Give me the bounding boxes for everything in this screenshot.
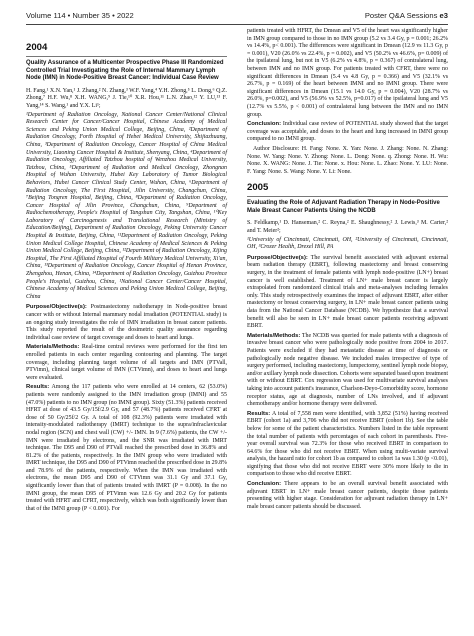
section-label: Purpose/Objective(s): (26, 304, 87, 311)
conclusion-section (247, 121, 448, 144)
section-text: Among the 117 patients who were enrolled at 14 centers, 62 (53.0%) patients were randomly assigned to the IMN irradiation group (IMNI) and 55 (47.0%) patients to no IMN group (no IMNI group). Sixty (51.3%) patients received HFRT at dose of 43.5 Gy/15f/2.9 Gy, and 57 (48.7%) patients received CFRT at dose of 50 Gy/25f/2 Gy. A total of 108 (92.3%) patients were irradiated with intensity-modulated radiotherapy (IMRT) technique to the supra/infraclavicular nodal region (SCN) and chest wall (CW) +/- IMN. In 9 (7.6%) patients, the CW +/-IMN were irradiated by electrons, and the SNR was irradiated with IMRT technique. The D95 and D90 of PTVall reached the prescribed dose in 36.8% and 81.2% of the patients, respectively. In the IMN group who were irradiated with IMRT technique, the D95 and D90 of PTVimn reached the prescribed dose in 29.8% and 78.9% of the patients, respectively. When the IMN was irradiated with electrons, the mean D95 and D90 of CTVimn was 31.1 Gy and 37.1 Gy, significantly lower than that of patients treated with IMRT (P = 0.008). In the no IMNI group, the mean D95 of PTVimn was 12.6 Gy and 20.2 Gy for patients treated with HFRT and CFRT, respectively, which was both significantly lower than that of the IMNI group (P < 0.001). For (26, 384, 227, 512)
results-section (26, 384, 227, 513)
abstract-divider (26, 56, 227, 57)
section-text: The NCDB was queried for male patients with a diagnosis of invasive breast cancer who were pathologically node positive from 2004 to 2017. Patients were excluded if they had metastatic disease at time of diagnosis or pathologically node negative disease. We included males irrespective of type of surgery performed, including mastectomy, lumpectomy, sentinel lymph node biopsy, and/or axillary lymph node dissection. Cohorts were separated based upon treatment with or without EBRT. Cox regression was used for multivariate survival analyses taking into account patient's insurance, Charlson-Deyo-Comorbidity score, hormone receptor status, age at diagnosis, number of LNs involved, and if adjuvant chemotherapy and/or hormone therapy were delivered. (247, 332, 448, 408)
section-label: Materials/Methods: (26, 344, 80, 351)
header-rule (26, 24, 448, 25)
author-disclosure: Author Disclosure: H. Fang: None. X. Yan: None. J. Zhang: None. N. Zhang: None. W. Yang: None. Y. Zhong: None. L. Dong: None. q. Zhong: None. H. Wu: None. X. WANG: None. J. Tie: None. x. Hou: None. L. Zhao: None. Y. LU: None. F. Yang: None. S. Wang: None. Y. Li: None. (247, 145, 448, 175)
results-section (247, 411, 448, 479)
section-text: Real-time central reviews were performed for the first ten enrolled patients in each center regarding contouring and planning. The target coverage, including planning target volume of all targets and IMN (PTVall, PTVimn), clinical target volume of IMN (CTVimn), and doses to heart and lungs were evaluated. (26, 344, 227, 381)
author-list: H. Fang,¹ X.N. Yan,¹ J. Zhang,² N. Zhang,³ W.F. Yang,⁴ Y.H. Zhong,⁵ L. Dong,⁶ Q.Z. Zhong,⁷ H.F. Wu,⁸ X.H. WANG,⁹ J. Tie,¹⁰ X.R. Hou,¹¹ L.N. Zhao,¹² Y. LU,¹³ F. Yang,¹⁴ S. Wang,¹ and Y.X. Li¹; (26, 87, 227, 109)
page-number: e3 (439, 11, 448, 20)
abstract-title: Quality Assurance of a Multicenter Prospective Phase III Randomized Controlled Trial Investigating the Role of Internal Mammary Lymph Node (IMN) in Node-Positive Breast Cancer: Individual Case Review (26, 60, 224, 82)
section-label: Materials/Methods: (247, 332, 301, 339)
section-label: Conclusion: (247, 121, 282, 128)
section-name: Poster Q&A Sessions (364, 11, 438, 20)
methods-section (247, 333, 448, 409)
section-text: There appears to be an overall survival benefit associated with adjuvant EBRT in LN+ male breast cancer patients, despite those patients presenting with higher stage. Consideration for adjuvant radiation therapy in LN+ male breast cancer patients should be discussed. (247, 481, 448, 510)
left-column (26, 28, 227, 515)
abstract-divider (247, 196, 448, 197)
purpose-section (26, 304, 227, 342)
running-header (26, 9, 448, 23)
abstract-number: 2005 (247, 182, 269, 194)
journal-volume: Volume 114 • Number 35 • 2022 (26, 11, 134, 20)
section-text: A total of 7,558 men were identified, with 3,852 (51%) having received EBRT (cohort 1a) and 3,706 who did not receive EBRT (cohort 1b). See the table below for some of the patient characteristics. Numbers listed in the table represent the total number of patients with percentages of each cohort in parenthesis. Five-year overall survival was 72.3% for those who received EBRT in comparison to 64.6% for those who did not receive EBRT. When using multi-variate survival analysis, the hazard ratio for cohort 1b as compared to cohort 1a was 1.30 (p <0.01), signifying that those who did not receive EBRT were 30% more likely to die in comparison to those who did receive EBRT. (247, 410, 449, 478)
section-label: Conclusion: (247, 481, 282, 488)
section-label: Results: (247, 410, 271, 417)
affiliations: ¹Department of Radiation Oncology, National Cancer Center/National Clinical Research Center for Cancer/Cancer Hospital, Chinese Academy of Medical Sciences and Peking Union Medical College, Beijing, China, ²Department of Radiation Oncology, Forth Hospital of Hebei Medical University, Shijiazhuang, China, ³Department of Radiation Oncology, Cancer Hospital of China Medical University, Liaoning Cancer Hospital & Institute, Shenyang, China, ⁴Department of Radiation Oncology, Affiliated Taizhou hospital of Wenzhou Medical University, Taizhou, China, ⁵Department of Radiation and Medical Oncology, Zhongnan Hospital of Wuhan University, Hubei Key Laboratory of Tumor Biological Behaviors, Hubei Cancer Clinical Study Center, Wuhan, China, ⁶Department of Radiation Oncology, The First Hospital, Jilin University, Changchun, China, ⁷Beijing Tongren Hospital, Beijing, China, ⁸Department of Radiation Oncology, Cancer Hospital of Jilin Province, Changchun, China, ⁹Department of Radiochemotherapy, People's Hospital of Tangshan City, Tangshan, China, ¹⁰Key Laboratory of Carcinogenesis and Translational Research (Ministry of Education/Beijing), Department of Radiation Oncology, Peking University Cancer Hospital & Institute, Beijing, China, ¹¹Department of Radiation Oncology, Peking Union Medical College Hospital, Chinese Academy of Medical Sciences & Peking Union Medical College, Beijing, China, ¹²Department of Radiation Oncology, Xijing Hospital, The First Affiliated Hospital of Fourth Military Medical University, Xi'an, China, ¹³Department of Radiation Oncology, Cancer Hospital of Henan Province, Zhengzhou, Henan, China, ¹⁴Department of Radiation Oncology, Guizhou Province People's Hospital, Guizhou, China, ¹National Cancer Center/Cancer Hospital, Chinese Academy of Medical Sciences and Peking Union Medical College, Beijing, China (26, 111, 227, 300)
right-column (247, 28, 448, 513)
methods-section (26, 344, 227, 382)
author-list: S. Feldkamp,¹ D. Hanseman,² C. Reyna,² E. Shaughnessy,² J. Lewis,³ M. Carter,² and T. Meier²; (247, 220, 448, 235)
conclusion-section (247, 481, 448, 511)
abstract-number: 2004 (26, 42, 48, 53)
section-label: Purpose/Objective(s): (247, 254, 308, 261)
section-text: Individual case review of POTENTIAL study showed that the target coverage was acceptable, and doses to the heart and lung increased in IMNI group compared to no IMNI group. (247, 121, 448, 143)
section-text: Postmastectomy radiotherapy in Node-positive breast cancer with or without Internal mammary nodal irradiation (POTENTIAL study) is an ongoing study investigates the role of IMN irradiation in breast cancer patients. This study reported the result of the dosimetric quality assurance regarding individual case review of target coverage and doses to heart and lungs. (26, 304, 227, 341)
section-page (365, 11, 448, 20)
affiliations: ¹University of Cincinnati, Cincinnati, OH, ²University of Cincinnati, Cincinnati, OH, ³Crozer Health, Drexel Hill, PA (247, 236, 448, 251)
section-text: The survival benefit associated with adjuvant external beam radiation therapy (EBRT), following mastectomy and breast conserving surgery, in the treatment of female patients with lymph node-positive (LN+) breast cancer is well established. Treatment of LN+ male breast cancer is largely extrapolated from randomized clinical trials and meta-analyses including females only. This study retrospectively examines the impact of adjuvant EBRT, after either mastectomy or breast conserving surgery, in LN+ male breast cancer patients using data from the National Cancer Database (NCDB). We hypothesize that a survival benefit will also be seen in LN+ male breast cancer patients receiving adjuvant EBRT. (247, 254, 448, 330)
section-label: Results: (26, 384, 50, 391)
results-continued: patients treated with HFRT, the Dmean and V5 of the heart was significantly higher in IMN group compared to those in no IMN group (5.2 vs 3.4 Gy, p = 0.001; 26.2% vs 14.4%, p< 0.001). The differences were significant in Dmean (12.9 vs 11.3 Gy, p = 0.001), V20 (26.0% vs 22.4%, p = 0.002), and V5 (50.2% vs 46.6%, p= 0.009) of the ipsilateral lung, but not in V5 (6.2% vs 4.8%, p = 0.367) of contralateral lung, between IMN and no IMN group. For patients treated with CFRT, there were no significant differences in Dmean (5.4 vs 4.8 Gy, p = 0.366) and V5 (32.1% vs 26.7%, p = 0.169) of the heart between IMNI and no IMNI group. There were significant differences in Dmean (15.1 vs 14.0 Gy, p = 0.004), V20 (28.7% vs 26.0%, p=0.002), and V5 (56.9% vs 52.5%, p=0.017) of the ipsilateral lung and V5 (12.7% vs 5.5%, p < 0.001) of contralateral lung between the IMN and no IMN group. (247, 28, 448, 118)
purpose-section (247, 255, 448, 331)
abstract-title: Evaluating the Role of Adjuvant Radiation Therapy in Node-Positive Male Breast Cancer Patients Using the NCDB (247, 200, 440, 214)
